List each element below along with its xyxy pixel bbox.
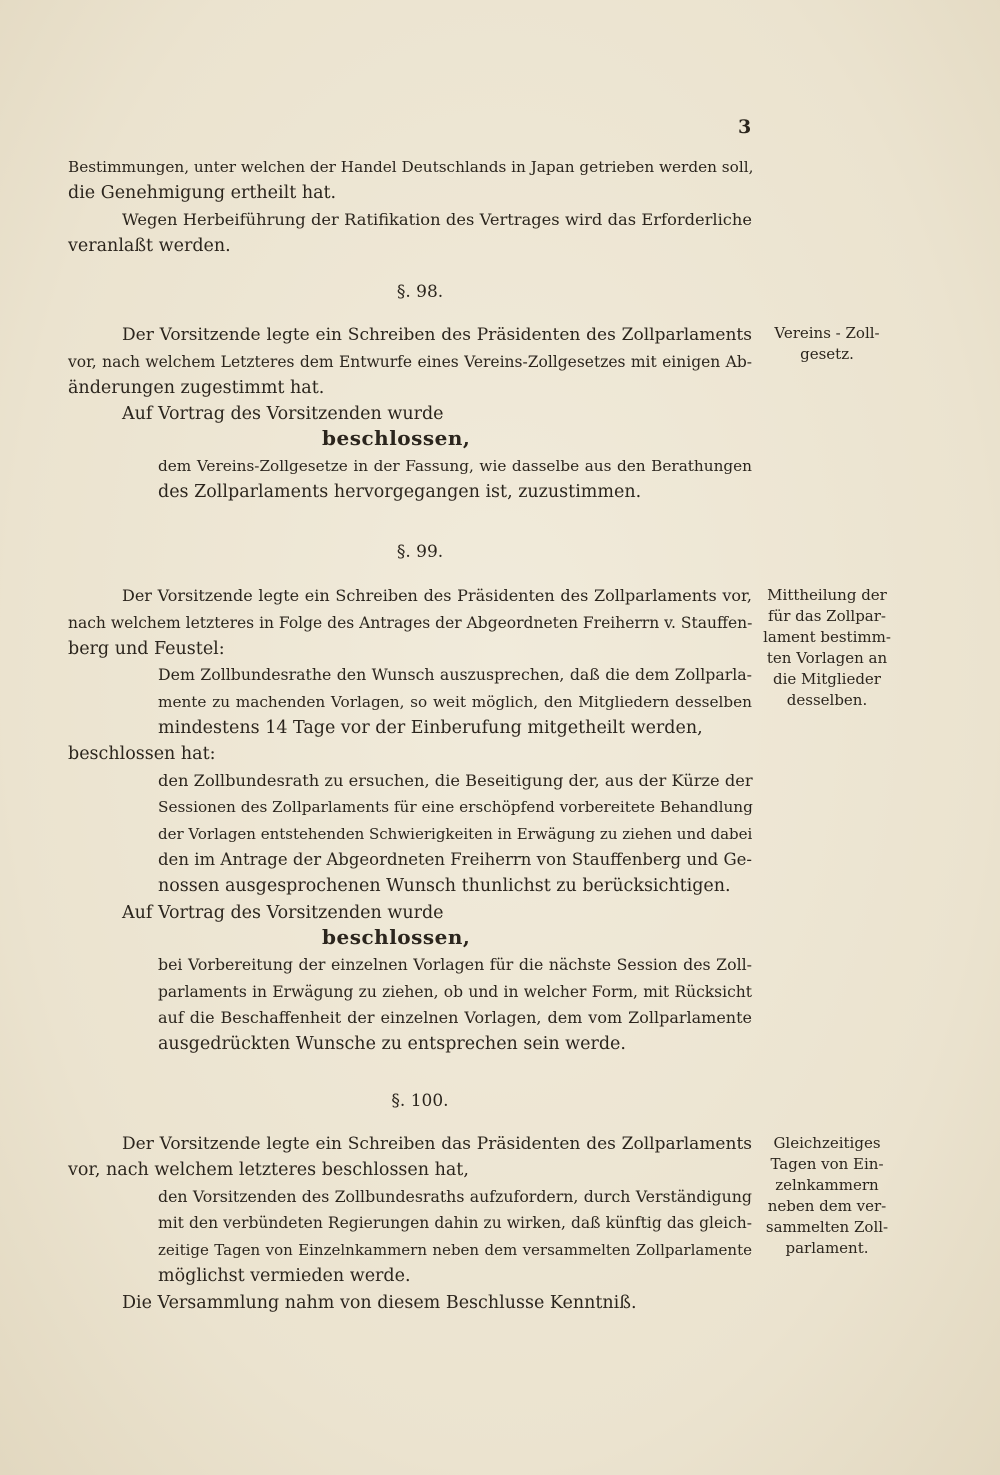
text-line: Der Vorsitzende legte ein Schreiben das Präsidenten des Zollparlaments [122,1134,752,1154]
text-line: dem Vereins-Zollgesetze in der Fassung, wie dasselbe aus den Berathungen [158,457,752,475]
text-line: Wegen Herbeiführung der Ratifikation des Vertrages wird das Erforderliche [122,210,752,229]
text-line: zeitige Tagen von Einzelnkammern neben dem versammelten Zollparlamente [158,1241,752,1259]
text-line: vor, nach welchem Letzteres dem Entwurfe eines Vereins-Zollgesetzes mit einigen Ab- [68,353,752,371]
text-line: Bestimmungen, unter welchen der Handel Deutschlands in Japan getrieben werden soll, [68,158,754,176]
text-line: vor, nach welchem letzteres beschlossen hat, [68,1160,469,1180]
margin-note-line: lament bestimm- [763,628,891,646]
text-line: berg und Feustel: [68,639,225,659]
text-line: des Zollparlaments hervorgegangen ist, zuzustimmen. [158,482,642,502]
text-line: Dem Zollbundesrathe den Wunsch auszusprechen, daß die dem Zollparla- [158,665,752,684]
text-line: parlaments in Erwägung zu ziehen, ob und in welcher Form, mit Rücksicht [158,983,752,1001]
margin-note-line: Vereins - Zoll- [774,324,880,342]
text-line: den Zollbundesrath zu ersuchen, die Beseitigung der, aus der Kürze der [158,771,753,790]
text-line: bei Vorbereitung der einzelnen Vorlagen für die nächste Session des Zoll- [158,955,752,974]
margin-note-line: gesetz. [800,345,854,363]
text-line: Die Versammlung nahm von diesem Beschlusse Kenntniß. [122,1293,637,1313]
text-line: die Genehmigung ertheilt hat. [68,183,337,203]
margin-note-line: Tagen von Ein- [770,1155,884,1173]
margin-note-line: neben dem ver- [767,1197,887,1215]
text-line: möglichst vermieden werde. [158,1266,411,1286]
text-line: auf die Beschaffenheit der einzelnen Vorlagen, dem vom Zollparlamente [158,1008,752,1027]
text-line: Sessionen des Zollparlaments für eine erschöpfend vorbereitete Behandlung [158,798,753,816]
text-line: den Vorsitzenden des Zollbundesraths aufzufordern, durch Verständigung [158,1187,752,1206]
margin-note-s99 [762,585,892,711]
text-line: mit den verbündeten Regierungen dahin zu wirken, daß künftig das gleich- [158,1214,752,1232]
text-line: den im Antrage der Abgeordneten Freiherrn von Stauffenberg und Ge- [158,850,752,869]
text-line: Der Vorsitzende legte ein Schreiben des Präsidenten des Zollparlaments [122,325,752,345]
text-line: veranlaßt werden. [68,236,231,256]
margin-note-line: parlament. [785,1239,869,1257]
text-line: ausgedrückten Wunsche zu entsprechen sein werde. [158,1034,626,1054]
resolution-heading: beschlossen, [322,426,471,450]
text-line: Der Vorsitzende legte ein Schreiben des Präsidenten des Zollparlaments vor, [122,586,752,605]
text-line: Auf Vortrag des Vorsitzenden wurde [122,903,444,923]
text-line: mindestens 14 Tage vor der Einberufung mitgetheilt werden, [158,718,703,738]
text-line: änderungen zugestimmt hat. [68,378,325,398]
section-heading: §. 100. [391,1091,449,1111]
text-line: nossen ausgesprochenen Wunsch thunlichst zu berücksichtigen. [158,876,731,896]
margin-note-line: Gleichzeitiges [773,1134,881,1152]
text-line: nach welchem letzteres in Folge des Antrages der Abgeordneten Freiherrn v. Stauffen- [68,614,753,632]
margin-note-line: desselben. [786,691,868,709]
text-line: der Vorlagen entstehenden Schwierigkeiten in Erwägung zu ziehen und dabei [158,825,753,843]
resolution-heading: beschlossen, [322,925,471,949]
margin-note-line: Mittheilung der [767,586,887,604]
margin-note-line: sammelten Zoll- [765,1218,889,1236]
margin-note-line: zelnkammern [775,1176,879,1194]
section-heading: §. 98. [396,282,444,302]
margin-note-line: ten Vorlagen an [766,649,888,667]
page-number: 3 [738,116,752,138]
margin-note-s98 [762,323,892,365]
margin-note-line: die Mitglieder [773,670,881,688]
section-heading: §. 99. [396,542,444,562]
margin-note-line: für das Zollpar- [768,607,886,625]
text-line: mente zu machenden Vorlagen, so weit möglich, den Mitgliedern desselben [158,693,752,711]
text-line: Auf Vortrag des Vorsitzenden wurde [122,404,444,424]
margin-note-s100 [762,1133,892,1259]
text-line: beschlossen hat: [68,744,216,764]
